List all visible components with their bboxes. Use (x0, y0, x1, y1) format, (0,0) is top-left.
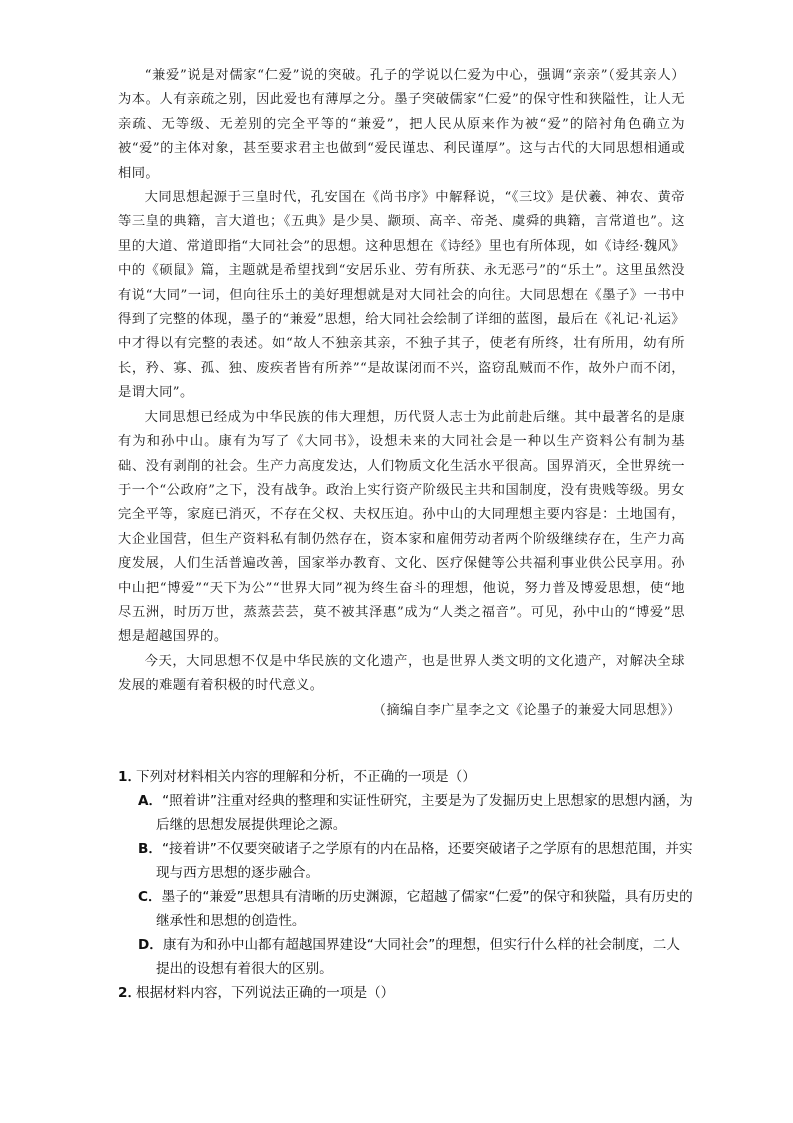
passage-paragraph-2: 大同思想起源于三皇时代，孔安国在《尚书序》中解释说，“《三坟》是伏羲、神农、黄帝等三皇的典籍，言大道也；《五典》是少昊、颛顼、高辛、帝尧、虞舜的典籍，言常道也”。这里的大道、常道即指“大同社会”的思想。这种思想在《诗经》里也有所体现，如《诗经·魏风》中的《硕鼠》篇，主题就是希望找到“安居乐业、劳有所获、永无恶弓”的“乐土”。这里虽然没有说“大同”一词，但向往乐土的美好理想就是对大同社会的向往。大同思想在《墨子》一书中得到了完整的体现，墨子的“兼爱”思想，给大同社会绘制了详细的蓝图，最后在《礼记·礼运》中才得以有完整的表述。如“故人不独亲其亲，不独子其子，使老有所终，壮有所用，幼有所长，矜、寡、孤、独、废疾者皆有所养”“是故谋闭而不兴，盗窃乱贼而不作，故外户而不闭，是谓大同”。 (118, 190, 685, 401)
question-stem: 下列对材料相关内容的理解和分析，不正确的一项是（） (136, 769, 476, 785)
option-text: “照着讲”注重对经典的整理和实证性研究，主要是为了发掘历史上思想家的思想内涵，为后继的思想发展提供理论之源。 (156, 793, 693, 833)
option-text: 康有为和孙中山都有超越国界建设“大同社会”的理想，但实行什么样的社会制度，二人提出的设想有着很大的区别。 (156, 937, 680, 977)
option-text: 墨子的“兼爱”思想具有清晰的历史渊源，它超越了儒家“仁爱”的保守和狭隘，具有历史的继承性和思想的创造性。 (156, 889, 693, 929)
question-2 (118, 981, 693, 1005)
reading-passage (118, 64, 685, 723)
question-1 (118, 765, 693, 789)
option-a (138, 789, 693, 837)
option-text: “接着讲”不仅要突破诸子之学原有的内在品格，还要突破诸子之学原有的思想范围，并实现与西方思想的逐步融合。 (156, 841, 693, 881)
question-number: 1． (118, 769, 142, 785)
option-letter: C． (138, 889, 162, 905)
question-number: 2． (118, 985, 142, 1001)
passage-paragraph-1: “兼爱”说是对儒家“仁爱”说的突破。孔子的学说以仁爱为中心，强调“亲亲”（爱其亲人）为本。人有亲疏之别，因此爱也有薄厚之分。墨子突破儒家“仁爱”的保守性和狭隘性，让人无亲疏、无等级、无差别的完全平等的“兼爱”，把人民从原来作为被“爱”的陪衬角色确立为被“爱”的主体对象，甚至要求君主也做到“爱民谨忠、利民谨厚”。这与古代的大同思想相通或相同。 (118, 68, 685, 181)
passage-source: （摘编自李广星李之文《论墨子的兼爱大同思想》） (372, 702, 681, 718)
question-section (118, 765, 693, 1005)
option-letter: A． (138, 793, 163, 809)
passage-paragraph-3: 大同思想已经成为中华民族的伟大理想，历代贤人志士为此前赴后继。其中最著名的是康有为和孙中山。康有为写了《大同书》，设想未来的大同社会是一种以生产资料公有制为基础、没有剥削的社会。生产力高度发达，人们物质文化生活水平很高。国界消灭，全世界统一于一个“公政府”之下，没有战争。政治上实行资产阶级民主共和国制度，没有贵贱等级。男女完全平等，家庭已消灭，不存在父权、夫权压迫。孙中山的大同理想主要内容是：土地国有，大企业国营，但生产资料私有制仍然存在，资本家和雇佣劳动者两个阶级继续存在，生产力高度发展，人们生活普遍改善，国家举办教育、文化、医疗保健等公共福利事业供公民享用。孙中山把“博爱”“天下为公”“世界大同”视为终生奋斗的理想，他说，努力普及博爱思想，使“地尽五洲，时历万世，蒸蒸芸芸，莫不被其泽惠”成为“人类之福音”。可见，孙中山的“博爱”思想是超越国界的。 (118, 409, 685, 645)
option-c (138, 885, 693, 933)
option-b (138, 837, 693, 885)
passage-paragraph-4: 今天，大同思想不仅是中华民族的文化遗产，也是世界人类文明的文化遗产，对解决全球发展的难题有着积极的时代意义。 (118, 653, 685, 694)
option-letter: B． (138, 841, 162, 857)
question-stem: 根据材料内容，下列说法正确的一项是（） (136, 985, 395, 1001)
option-d (138, 933, 693, 981)
option-letter: D． (138, 937, 163, 953)
